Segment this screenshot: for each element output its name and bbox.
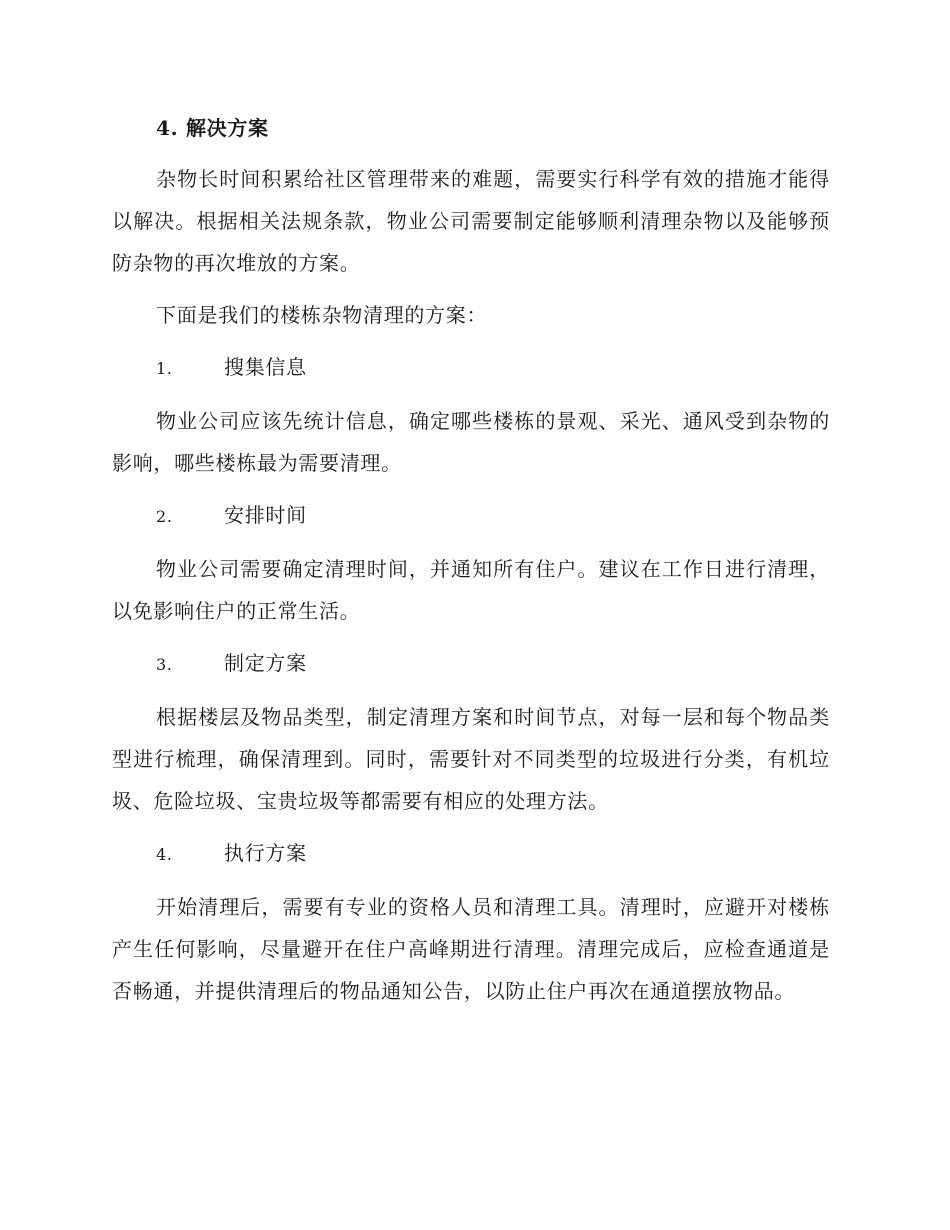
section-heading: 4. 解决方案 xyxy=(156,116,269,140)
step-number: 2. xyxy=(156,507,173,526)
step-title: 搜集信息 xyxy=(224,355,307,379)
step-body-1: 物业公司应该先统计信息，确定哪些楼栋的景观、采光、通风受到杂物的影响，哪些楼栋最为需要清理。 xyxy=(112,409,830,475)
step-number: 3. xyxy=(156,655,173,674)
step-title: 制定方案 xyxy=(224,651,307,675)
step-heading-4 xyxy=(112,832,830,876)
step-body-2: 物业公司需要确定清理时间，并通知所有住户。建议在工作日进行清理，以免影响住户的正常生活。 xyxy=(112,557,830,623)
step-number: 4. xyxy=(156,845,173,864)
step-heading-2 xyxy=(112,494,830,538)
lead-paragraph: 下面是我们的楼栋杂物清理的方案： xyxy=(156,303,488,327)
step-title: 安排时间 xyxy=(224,503,307,527)
step-body-4: 开始清理后，需要有专业的资格人员和清理工具。清理时，应避开对楼栋产生任何影响，尽量避开在住户高峰期进行清理。清理完成后，应检查通道是否畅通，并提供清理后的物品通知公告，以防止住户再次在通道摆放物品。 xyxy=(112,895,830,1003)
step-heading-1 xyxy=(112,346,830,390)
intro-paragraph: 杂物长时间积累给社区管理带来的难题，需要实行科学有效的措施才能得以解决。根据相关法规条款，物业公司需要制定能够顺利清理杂物以及能够预防杂物的再次堆放的方案。 xyxy=(112,167,830,275)
document-body xyxy=(112,108,830,1022)
step-body-3: 根据楼层及物品类型，制定清理方案和时间节点，对每一层和每个物品类型进行梳理，确保清理到。同时，需要针对不同类型的垃圾进行分类，有机垃圾、危险垃圾、宝贵垃圾等都需要有相应的处理方法。 xyxy=(112,705,830,813)
step-heading-3 xyxy=(112,642,830,686)
step-title: 执行方案 xyxy=(224,841,307,865)
step-number: 1. xyxy=(156,359,173,378)
